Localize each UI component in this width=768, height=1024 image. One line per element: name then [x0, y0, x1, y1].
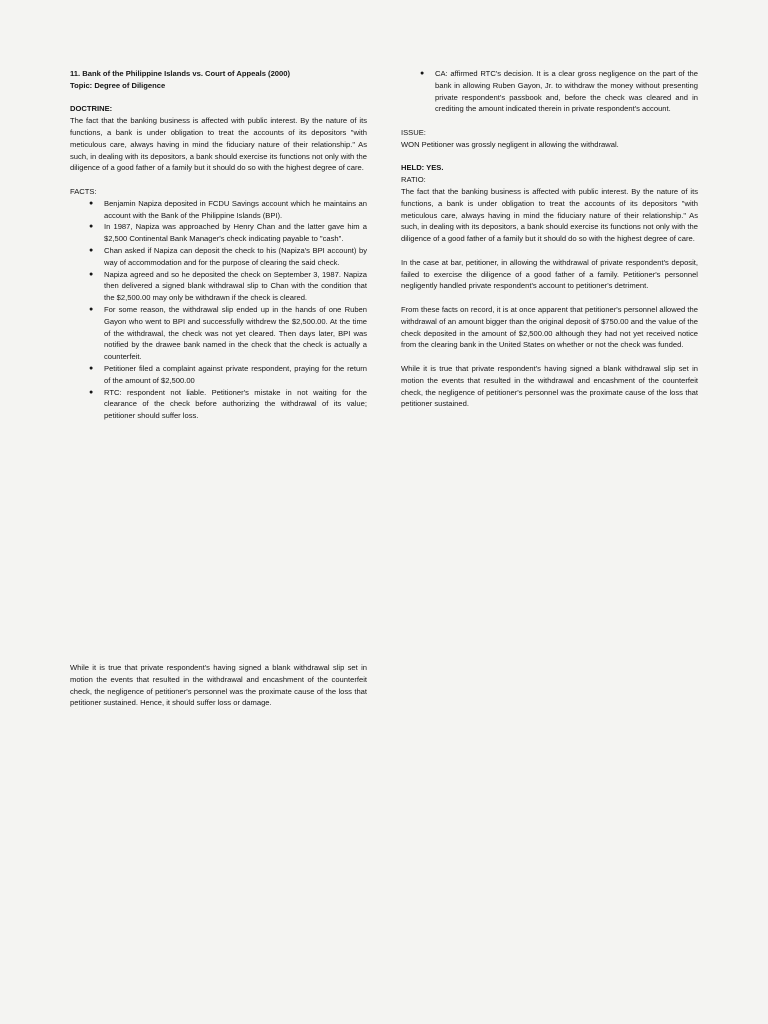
fact-text: Petitioner filed a complaint against private respondent, praying for the return of the amount of $2,500.00	[104, 363, 367, 385]
bullet-icon: ●	[420, 70, 425, 77]
bullet-icon: ●	[89, 305, 94, 313]
right-column	[401, 68, 698, 410]
bullet-icon: ●	[89, 199, 94, 207]
bottom-section	[70, 662, 367, 709]
held-heading: HELD: YES.	[401, 163, 444, 173]
doctrine-text: The fact that the banking business is affected with public interest. By the nature of its functions, a bank is under obligation to treat the accounts of its depositors "with meticulous care, always having in mind the fiduciary nature of their relationship." As such, in dealing with its depositors, a bank should exercise its functions not only with the diligence of a good father of a family but it should do so with the highest degree of care.	[70, 116, 367, 173]
list-item	[70, 245, 367, 269]
fact-text: Napiza agreed and so he deposited the check on September 3, 1987. Napiza then delivered a signed blank withdrawal slip to Chan with the condition that the $2,500.00 may only be withdrawn if the check is cleared.	[104, 269, 367, 303]
list-item	[70, 198, 367, 222]
bullet-icon: ●	[89, 246, 94, 254]
list-item	[70, 304, 367, 363]
issue-text: WON Petitioner was grossly negligent in allowing the withdrawal.	[401, 139, 619, 149]
facts-heading: FACTS:	[70, 186, 97, 196]
fact-text: RTC: respondent not liable. Petitioner's mistake in not waiting for the clearance of the check before authorizing the withdrawal of its value; petitioner should suffer loss.	[104, 387, 367, 421]
ratio-paragraph: The fact that the banking business is affected with public interest. By the nature of its functions, a bank is under obligation to treat the accounts of its depositors "with meticulous care, always having in mind the fiduciary nature of their relationship." As such, in dealing with its depositors, a bank should exercise its functions not only with the diligence of a good father of a family but it should do so with the highest degree of care.	[401, 186, 698, 244]
facts-list	[70, 198, 367, 422]
facts-list-continued	[401, 68, 698, 115]
ratio-paragraph: While it is true that private respondent's having signed a blank withdrawal slip set in motion the events that resulted in the withdrawal and encashment of the counterfeit check, the negligence of petitioner's personnel was the proximate cause of the loss that petitioner sustained.	[401, 363, 698, 409]
bullet-icon: ●	[89, 388, 94, 396]
ratio-paragraph: From these facts on record, it is at once apparent that petitioner's personnel allowed the withdrawal of an amount bigger than the original deposit of $750.00 and the value of the check deposited in the amount of $2,500.00 although they had not yet received notice from the clearing bank in the United States on whether or not the check was funded.	[401, 304, 698, 350]
bullet-icon: ●	[89, 223, 94, 231]
fact-text: Benjamin Napiza deposited in FCDU Savings account which he maintains an account with the Bank of the Philippine Islands (BPI).	[104, 198, 367, 220]
fact-text: In 1987, Napiza was approached by Henry Chan and the latter gave him a $2,500 Continental Bank Manager's check indicating payable to "cash".	[104, 222, 367, 244]
list-item	[70, 387, 367, 422]
conclusion-paragraph: While it is true that private respondent's having signed a blank withdrawal slip set in motion the events that resulted in the withdrawal and encashment of the counterfeit check, the negligence of petitioner's personnel was the proximate cause of the loss that petitioner sustained. Hence, it should suffer loss or damage.	[70, 663, 367, 708]
doctrine-heading: DOCTRINE:	[70, 104, 113, 114]
fact-text: CA: affirmed RTC's decision. It is a clear gross negligence on the part of the bank in allowing Ruben Gayon, Jr. to withdraw the money without presenting private respondent's passbook and, before the check was cleared and in crediting the amount indicated therein in private respondent's account.	[435, 69, 698, 114]
list-item	[70, 269, 367, 304]
fact-text: Chan asked if Napiza can deposit the check to his (Napiza's BPI account) by way of accommodation and for the purpose of clearing the said check.	[104, 245, 367, 267]
issue-heading: ISSUE:	[401, 127, 426, 137]
list-item	[401, 68, 698, 115]
ratio-heading: RATIO:	[401, 175, 426, 185]
case-title: 11. Bank of the Philippine Islands vs. Court of Appeals (2000)	[70, 69, 290, 78]
case-topic: Topic: Degree of Diligence	[70, 80, 166, 90]
bullet-icon: ●	[89, 270, 94, 278]
list-item	[70, 363, 367, 387]
list-item	[70, 221, 367, 245]
bullet-icon: ●	[89, 364, 94, 372]
ratio-paragraph: In the case at bar, petitioner, in allowing the withdrawal of private respondent's deposit, failed to exercise the diligence of a good father of a family. Petitioner's personnel negligently handled private respondent's account to petitioner's detriment.	[401, 257, 698, 291]
left-column	[70, 68, 367, 422]
fact-text: For some reason, the withdrawal slip ended up in the hands of one Ruben Gayon who went to BPI and successfully withdrew the $2,500.00. At the time of the withdrawal, the check was not yet cleared. Then days later, BPI was notified by the drawee bank named in the check that the check is actually a counterfeit.	[104, 304, 367, 362]
